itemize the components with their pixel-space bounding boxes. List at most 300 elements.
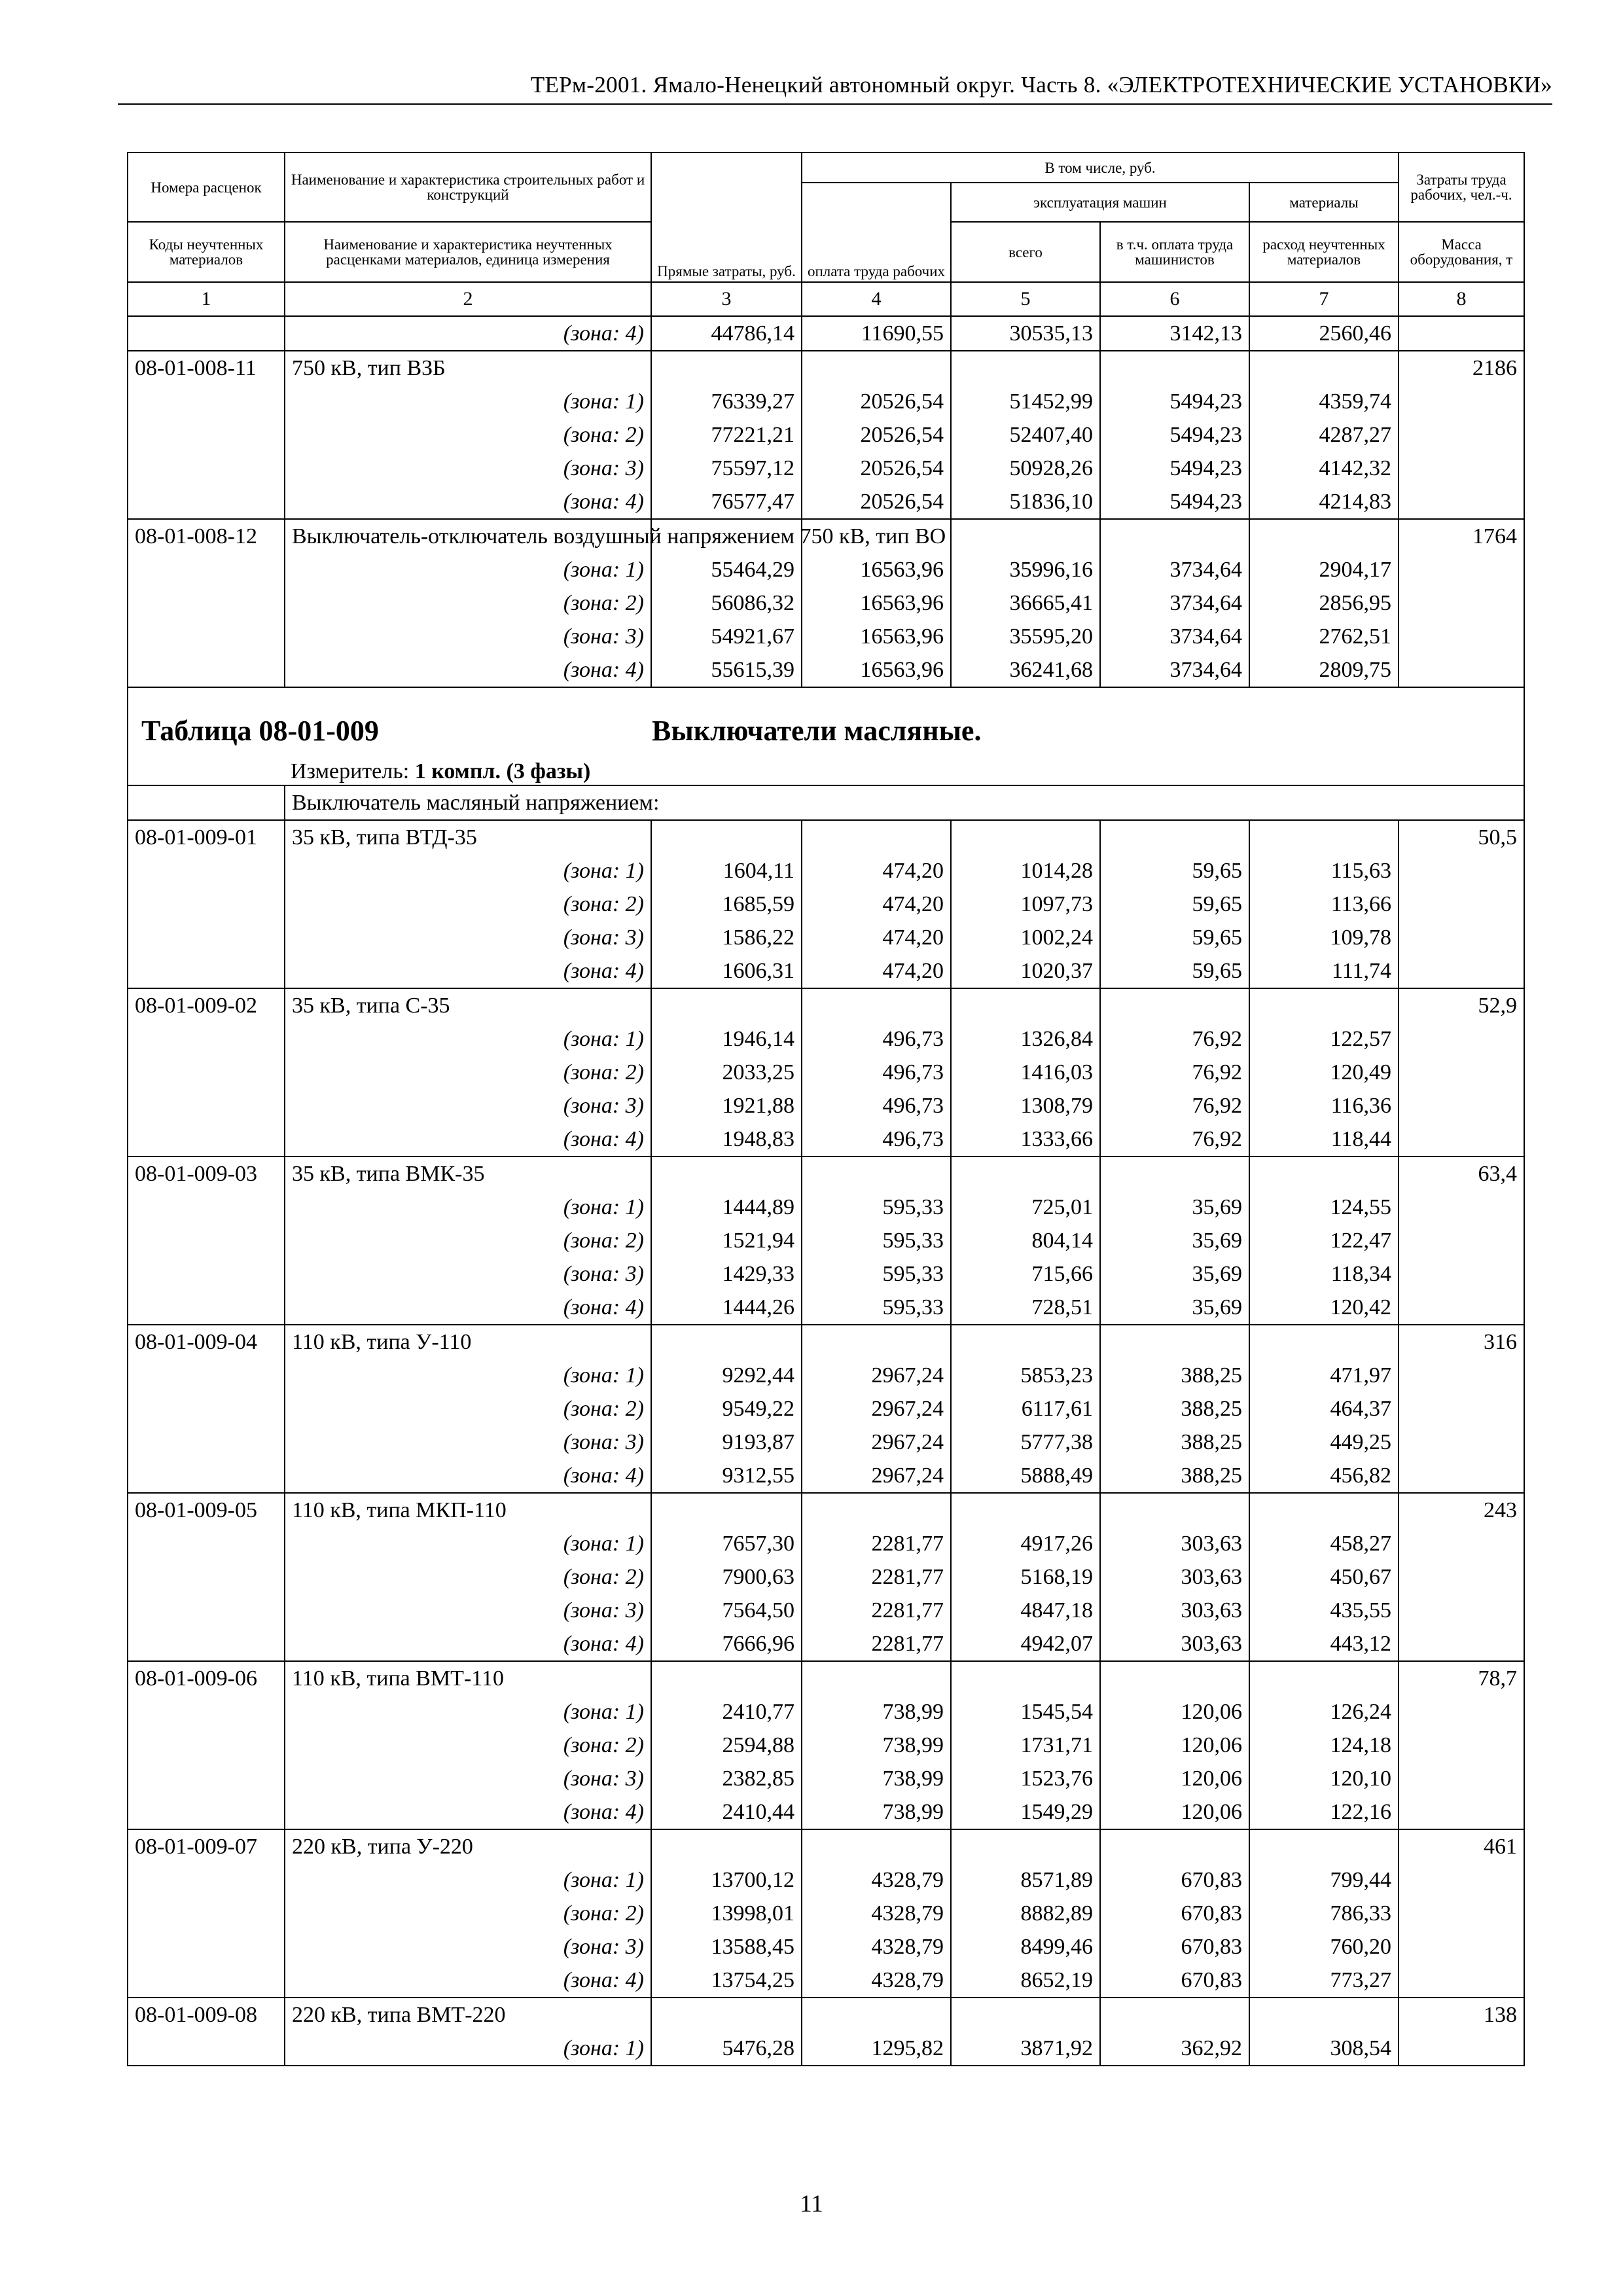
empty-cell xyxy=(802,1829,951,1863)
value-cell: 76,92 xyxy=(1100,1089,1249,1122)
zone-label: (зона: 4) xyxy=(285,954,651,988)
value-cell: 120,49 xyxy=(1249,1056,1399,1089)
zone-label: (зона: 4) xyxy=(285,653,651,687)
value-cell: 120,06 xyxy=(1100,1729,1249,1762)
value-cell: 1308,79 xyxy=(951,1089,1100,1122)
zone-label: (зона: 3) xyxy=(285,1594,651,1627)
empty-cell xyxy=(951,351,1100,385)
value-cell: 9549,22 xyxy=(651,1392,802,1426)
value-cell: 35,69 xyxy=(1100,1191,1249,1224)
value-cell: 120,06 xyxy=(1100,1795,1249,1829)
table-row xyxy=(128,1224,1524,1257)
table-row xyxy=(128,385,1524,418)
value-cell: 2809,75 xyxy=(1249,653,1399,687)
zone-label: (зона: 1) xyxy=(285,1863,651,1897)
subheading-row xyxy=(128,785,1524,820)
empty-cell xyxy=(1399,1863,1524,1897)
empty-cell xyxy=(1399,1897,1524,1930)
empty-cell xyxy=(128,1795,285,1829)
empty-cell xyxy=(1399,586,1524,620)
value-cell: 2762,51 xyxy=(1249,620,1399,653)
table-row xyxy=(128,921,1524,954)
empty-cell xyxy=(1399,1056,1524,1089)
value-cell: 670,83 xyxy=(1100,1897,1249,1930)
value-cell: 1545,54 xyxy=(951,1695,1100,1729)
zone-label: (зона: 3) xyxy=(285,452,651,485)
colnum: 6 xyxy=(1100,282,1249,316)
value-cell: 59,65 xyxy=(1100,921,1249,954)
table-number: Таблица 08-01-009 xyxy=(141,715,379,747)
empty-cell xyxy=(802,1157,951,1191)
value-cell: 2560,46 xyxy=(1249,316,1399,351)
value-cell: 2281,77 xyxy=(802,1627,951,1661)
header-col3: Прямые затраты, руб. xyxy=(651,152,802,282)
rate-code: 08-01-009-02 xyxy=(128,988,285,1022)
item-head-row xyxy=(128,351,1524,385)
work-name: 35 кВ, типа ВМК-35 xyxy=(285,1157,651,1191)
zone-label: (зона: 3) xyxy=(285,1762,651,1795)
empty-cell xyxy=(128,1964,285,1998)
table-row xyxy=(128,1897,1524,1930)
value-cell: 20526,54 xyxy=(802,418,951,452)
empty-cell xyxy=(1399,653,1524,687)
value-cell: 474,20 xyxy=(802,888,951,921)
empty-cell xyxy=(128,1426,285,1459)
value-cell: 1948,83 xyxy=(651,1122,802,1157)
colnum: 3 xyxy=(651,282,802,316)
mass-value: 138 xyxy=(1399,1998,1524,2032)
zone-label: (зона: 3) xyxy=(285,1930,651,1964)
value-cell: 725,01 xyxy=(951,1191,1100,1224)
value-cell: 118,34 xyxy=(1249,1257,1399,1291)
value-cell: 5494,23 xyxy=(1100,452,1249,485)
value-cell: 122,47 xyxy=(1249,1224,1399,1257)
empty-cell xyxy=(128,418,285,452)
value-cell: 474,20 xyxy=(802,954,951,988)
table-row xyxy=(128,1594,1524,1627)
zone-label: (зона: 4) xyxy=(285,485,651,519)
zone-label: (зона: 1) xyxy=(285,1527,651,1560)
value-cell: 2967,24 xyxy=(802,1392,951,1426)
empty-cell xyxy=(802,820,951,854)
value-cell: 4328,79 xyxy=(802,1863,951,1897)
header-col2-top: Наименование и характеристика строительных работ и конструкций xyxy=(285,152,651,222)
value-cell: 670,83 xyxy=(1100,1930,1249,1964)
header-machines-total: всего xyxy=(951,222,1100,282)
rate-code: 08-01-009-01 xyxy=(128,820,285,854)
mass-value: 78,7 xyxy=(1399,1661,1524,1695)
table-title-row xyxy=(128,687,1524,785)
value-cell: 2382,85 xyxy=(651,1762,802,1795)
empty-cell xyxy=(1399,1795,1524,1829)
value-cell: 1002,24 xyxy=(951,921,1100,954)
value-cell: 3871,92 xyxy=(951,2032,1100,2066)
table-row xyxy=(128,954,1524,988)
empty-cell xyxy=(951,1998,1100,2032)
rate-code: 08-01-009-07 xyxy=(128,1829,285,1863)
running-head: ТЕРм-2001. Ямало-Ненецкий автономный округ. Часть 8. «ЭЛЕКТРОТЕХНИЧЕСКИЕ УСТАНОВКИ» xyxy=(118,68,1552,105)
empty-cell xyxy=(128,1122,285,1157)
empty-cell xyxy=(1399,1762,1524,1795)
header-machines-labor: в т.ч. оплата труда машинистов xyxy=(1100,222,1249,282)
zone-label: (зона: 3) xyxy=(285,620,651,653)
empty-cell xyxy=(651,1661,802,1695)
empty-cell xyxy=(802,1325,951,1359)
value-cell: 308,54 xyxy=(1249,2032,1399,2066)
value-cell: 1333,66 xyxy=(951,1122,1100,1157)
header-machines: эксплуатация машин xyxy=(951,183,1249,222)
value-cell: 55615,39 xyxy=(651,653,802,687)
mass-value: 1764 xyxy=(1399,519,1524,553)
value-cell: 4287,27 xyxy=(1249,418,1399,452)
empty-cell xyxy=(1249,1661,1399,1695)
value-cell: 52407,40 xyxy=(951,418,1100,452)
empty-cell xyxy=(1399,452,1524,485)
table-row xyxy=(128,1257,1524,1291)
value-cell: 388,25 xyxy=(1100,1392,1249,1426)
empty-cell xyxy=(951,820,1100,854)
header-materials-consumption: расход неучтенных материалов xyxy=(1249,222,1399,282)
value-cell: 1685,59 xyxy=(651,888,802,921)
header-col8-bottom: Масса оборудования, т xyxy=(1399,222,1524,282)
value-cell: 2967,24 xyxy=(802,1359,951,1392)
empty-cell xyxy=(1399,854,1524,888)
table-row xyxy=(128,620,1524,653)
empty-cell xyxy=(128,1695,285,1729)
empty-cell xyxy=(1399,485,1524,519)
value-cell: 443,12 xyxy=(1249,1627,1399,1661)
header-labor: оплата труда рабочих xyxy=(802,183,951,282)
zone-label: (зона: 2) xyxy=(285,1897,651,1930)
value-cell: 124,18 xyxy=(1249,1729,1399,1762)
zone-label: (зона: 1) xyxy=(285,1695,651,1729)
value-cell: 9312,55 xyxy=(651,1459,802,1493)
header-materials: материалы xyxy=(1249,183,1399,222)
empty-cell xyxy=(128,653,285,687)
value-cell: 303,63 xyxy=(1100,1560,1249,1594)
value-cell: 35595,20 xyxy=(951,620,1100,653)
empty-cell xyxy=(1399,1224,1524,1257)
empty-cell xyxy=(128,921,285,954)
value-cell: 13754,25 xyxy=(651,1964,802,1998)
value-cell: 1549,29 xyxy=(951,1795,1100,1829)
rate-code: 08-01-008-11 xyxy=(128,351,285,385)
empty-cell xyxy=(1399,1594,1524,1627)
value-cell: 7900,63 xyxy=(651,1560,802,1594)
value-cell: 4328,79 xyxy=(802,1930,951,1964)
value-cell: 1020,37 xyxy=(951,954,1100,988)
value-cell: 35,69 xyxy=(1100,1224,1249,1257)
zone-label: (зона: 2) xyxy=(285,1056,651,1089)
value-cell: 2967,24 xyxy=(802,1459,951,1493)
header-col1-bottom: Коды неучтенных материалов xyxy=(128,222,285,282)
value-cell: 2904,17 xyxy=(1249,553,1399,586)
table-row xyxy=(128,888,1524,921)
empty-cell xyxy=(651,1157,802,1191)
empty-cell xyxy=(128,620,285,653)
table-row xyxy=(128,1695,1524,1729)
value-cell: 76577,47 xyxy=(651,485,802,519)
zone-label: (зона: 2) xyxy=(285,1392,651,1426)
empty-cell xyxy=(1399,954,1524,988)
value-cell: 496,73 xyxy=(802,1022,951,1056)
empty-cell xyxy=(128,1527,285,1560)
mass-value: 52,9 xyxy=(1399,988,1524,1022)
value-cell: 303,63 xyxy=(1100,1594,1249,1627)
table-row xyxy=(128,1022,1524,1056)
rates-table xyxy=(127,152,1525,2066)
value-cell: 4328,79 xyxy=(802,1897,951,1930)
empty-cell xyxy=(1399,1257,1524,1291)
empty-cell xyxy=(651,351,802,385)
empty-cell xyxy=(128,1863,285,1897)
rate-code: 08-01-008-12 xyxy=(128,519,285,553)
empty-cell xyxy=(1100,351,1249,385)
value-cell: 738,99 xyxy=(802,1762,951,1795)
value-cell: 458,27 xyxy=(1249,1527,1399,1560)
value-cell: 20526,54 xyxy=(802,485,951,519)
value-cell: 1429,33 xyxy=(651,1257,802,1291)
value-cell: 4214,83 xyxy=(1249,485,1399,519)
empty-cell xyxy=(128,1930,285,1964)
value-cell: 56086,32 xyxy=(651,586,802,620)
empty-cell xyxy=(1399,888,1524,921)
table-row xyxy=(128,1863,1524,1897)
empty-cell xyxy=(1399,1695,1524,1729)
empty-cell xyxy=(1249,1157,1399,1191)
value-cell: 728,51 xyxy=(951,1291,1100,1325)
table-row xyxy=(128,1560,1524,1594)
empty-cell xyxy=(1249,519,1399,553)
value-cell: 1731,71 xyxy=(951,1729,1100,1762)
value-cell: 77221,21 xyxy=(651,418,802,452)
value-cell: 1014,28 xyxy=(951,854,1100,888)
empty-cell xyxy=(1249,351,1399,385)
table-row xyxy=(128,1762,1524,1795)
empty-cell xyxy=(1399,1964,1524,1998)
zone-label: (зона: 4) xyxy=(285,316,651,351)
value-cell: 122,57 xyxy=(1249,1022,1399,1056)
empty-cell xyxy=(1399,553,1524,586)
value-cell: 116,36 xyxy=(1249,1089,1399,1122)
table-row xyxy=(128,1359,1524,1392)
value-cell: 5494,23 xyxy=(1100,485,1249,519)
value-cell: 435,55 xyxy=(1249,1594,1399,1627)
empty-cell xyxy=(1399,316,1524,351)
empty-cell xyxy=(951,1829,1100,1863)
value-cell: 5888,49 xyxy=(951,1459,1100,1493)
empty-cell xyxy=(128,2032,285,2066)
value-cell: 670,83 xyxy=(1100,1863,1249,1897)
empty-cell xyxy=(1399,2032,1524,2066)
value-cell: 51836,10 xyxy=(951,485,1100,519)
value-cell: 7657,30 xyxy=(651,1527,802,1560)
value-cell: 13588,45 xyxy=(651,1930,802,1964)
empty-cell xyxy=(128,1022,285,1056)
empty-cell xyxy=(128,553,285,586)
value-cell: 20526,54 xyxy=(802,452,951,485)
colnum: 1 xyxy=(128,282,285,316)
empty-cell xyxy=(1249,1829,1399,1863)
value-cell: 59,65 xyxy=(1100,854,1249,888)
value-cell: 16563,96 xyxy=(802,586,951,620)
rate-code: 08-01-009-06 xyxy=(128,1661,285,1695)
value-cell: 9193,87 xyxy=(651,1426,802,1459)
zone-label: (зона: 2) xyxy=(285,1224,651,1257)
zone-label: (зона: 2) xyxy=(285,418,651,452)
value-cell: 1295,82 xyxy=(802,2032,951,2066)
value-cell: 738,99 xyxy=(802,1695,951,1729)
empty-cell xyxy=(128,1359,285,1392)
value-cell: 5494,23 xyxy=(1100,418,1249,452)
table-row xyxy=(128,1191,1524,1224)
value-cell: 388,25 xyxy=(1100,1359,1249,1392)
value-cell: 1921,88 xyxy=(651,1089,802,1122)
empty-cell xyxy=(1100,988,1249,1022)
table-row xyxy=(128,1426,1524,1459)
empty-cell xyxy=(128,1257,285,1291)
zone-label: (зона: 4) xyxy=(285,1122,651,1157)
work-name: 220 кВ, типа У-220 xyxy=(285,1829,651,1863)
value-cell: 16563,96 xyxy=(802,553,951,586)
value-cell: 496,73 xyxy=(802,1056,951,1089)
table-row xyxy=(128,586,1524,620)
table-row xyxy=(128,1291,1524,1325)
colnum: 7 xyxy=(1249,282,1399,316)
table-row xyxy=(128,316,1524,351)
empty-cell xyxy=(651,1325,802,1359)
empty-cell xyxy=(951,988,1100,1022)
value-cell: 2967,24 xyxy=(802,1426,951,1459)
value-cell: 2410,44 xyxy=(651,1795,802,1829)
value-cell: 450,67 xyxy=(1249,1560,1399,1594)
value-cell: 456,82 xyxy=(1249,1459,1399,1493)
value-cell: 2856,95 xyxy=(1249,586,1399,620)
value-cell: 2594,88 xyxy=(651,1729,802,1762)
empty-cell xyxy=(128,1089,285,1122)
value-cell: 362,92 xyxy=(1100,2032,1249,2066)
value-cell: 4359,74 xyxy=(1249,385,1399,418)
value-cell: 4847,18 xyxy=(951,1594,1100,1627)
measure-label: Измеритель: xyxy=(291,759,410,783)
value-cell: 449,25 xyxy=(1249,1426,1399,1459)
value-cell: 5777,38 xyxy=(951,1426,1100,1459)
value-cell: 1523,76 xyxy=(951,1762,1100,1795)
empty-cell xyxy=(128,954,285,988)
page-number: 11 xyxy=(800,2191,823,2217)
value-cell: 59,65 xyxy=(1100,954,1249,988)
value-cell: 109,78 xyxy=(1249,921,1399,954)
value-cell: 120,10 xyxy=(1249,1762,1399,1795)
value-cell: 4942,07 xyxy=(951,1627,1100,1661)
value-cell: 35,69 xyxy=(1100,1257,1249,1291)
table-row xyxy=(128,1729,1524,1762)
work-name: 750 кВ, тип ВЗБ xyxy=(285,351,651,385)
value-cell: 76,92 xyxy=(1100,1056,1249,1089)
work-name: 110 кВ, типа ВМТ-110 xyxy=(285,1661,651,1695)
value-cell: 124,55 xyxy=(1249,1191,1399,1224)
value-cell: 1521,94 xyxy=(651,1224,802,1257)
zone-label: (зона: 2) xyxy=(285,1729,651,1762)
value-cell: 120,06 xyxy=(1100,1762,1249,1795)
value-cell: 5476,28 xyxy=(651,2032,802,2066)
empty-cell xyxy=(1399,1359,1524,1392)
mass-value: 461 xyxy=(1399,1829,1524,1863)
empty-cell xyxy=(951,1325,1100,1359)
empty-cell xyxy=(1100,1493,1249,1527)
empty-cell xyxy=(128,854,285,888)
work-name: 220 кВ, типа ВМТ-220 xyxy=(285,1998,651,2032)
header-incl: В том числе, руб. xyxy=(802,152,1399,183)
zone-label: (зона: 4) xyxy=(285,1795,651,1829)
colnum: 2 xyxy=(285,282,651,316)
empty-cell xyxy=(128,1729,285,1762)
value-cell: 36665,41 xyxy=(951,586,1100,620)
value-cell: 126,24 xyxy=(1249,1695,1399,1729)
value-cell: 2033,25 xyxy=(651,1056,802,1089)
zone-label: (зона: 2) xyxy=(285,1560,651,1594)
table-row xyxy=(128,1627,1524,1661)
zone-label: (зона: 3) xyxy=(285,1089,651,1122)
value-cell: 799,44 xyxy=(1249,1863,1399,1897)
mass-value: 2186 xyxy=(1399,351,1524,385)
colnum: 8 xyxy=(1399,282,1524,316)
empty-cell xyxy=(802,988,951,1022)
table-row xyxy=(128,1392,1524,1426)
value-cell: 303,63 xyxy=(1100,1527,1249,1560)
table-row xyxy=(128,1930,1524,1964)
table-row xyxy=(128,1964,1524,1998)
table-row xyxy=(128,1527,1524,1560)
mass-value: 316 xyxy=(1399,1325,1524,1359)
empty-cell xyxy=(951,1157,1100,1191)
value-cell: 496,73 xyxy=(802,1089,951,1122)
table-row xyxy=(128,854,1524,888)
zone-label: (зона: 4) xyxy=(285,1459,651,1493)
value-cell: 474,20 xyxy=(802,921,951,954)
zone-label: (зона: 3) xyxy=(285,1426,651,1459)
value-cell: 59,65 xyxy=(1100,888,1249,921)
value-cell: 4917,26 xyxy=(951,1527,1100,1560)
value-cell: 44786,14 xyxy=(651,316,802,351)
value-cell: 30535,13 xyxy=(951,316,1100,351)
empty-cell xyxy=(1399,921,1524,954)
zone-label: (зона: 4) xyxy=(285,1627,651,1661)
value-cell: 670,83 xyxy=(1100,1964,1249,1998)
value-cell: 1586,22 xyxy=(651,921,802,954)
item-head-row xyxy=(128,1325,1524,1359)
empty-cell xyxy=(1249,988,1399,1022)
empty-cell xyxy=(128,785,285,820)
empty-cell xyxy=(1399,1022,1524,1056)
zone-label: (зона: 1) xyxy=(285,2032,651,2066)
mass-value: 243 xyxy=(1399,1493,1524,1527)
empty-cell xyxy=(1100,1325,1249,1359)
table-row xyxy=(128,1056,1524,1089)
work-name: 110 кВ, типа МКП-110 xyxy=(285,1493,651,1527)
zone-label: (зона: 1) xyxy=(285,1022,651,1056)
value-cell: 595,33 xyxy=(802,1291,951,1325)
empty-cell xyxy=(128,1392,285,1426)
value-cell: 11690,55 xyxy=(802,316,951,351)
empty-cell xyxy=(1399,1291,1524,1325)
zone-label: (зона: 1) xyxy=(285,1191,651,1224)
value-cell: 2281,77 xyxy=(802,1527,951,1560)
zone-label: (зона: 4) xyxy=(285,1291,651,1325)
empty-cell xyxy=(128,485,285,519)
value-cell: 760,20 xyxy=(1249,1930,1399,1964)
value-cell: 303,63 xyxy=(1100,1627,1249,1661)
